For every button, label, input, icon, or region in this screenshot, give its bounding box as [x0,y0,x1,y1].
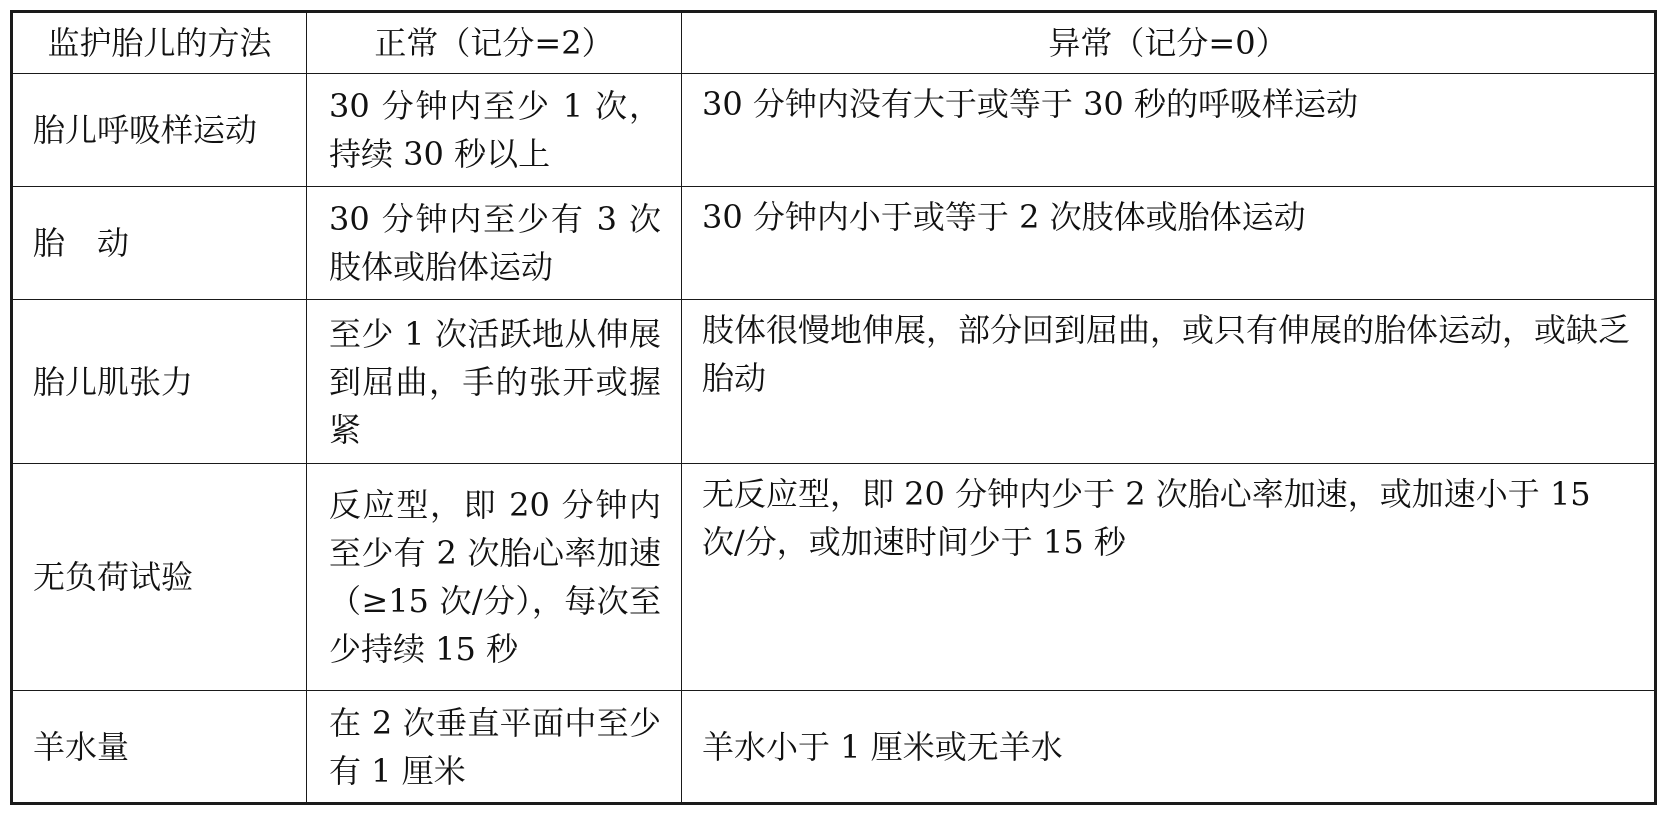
abnormal-cell: 30 分钟内没有大于或等于 30 秒的呼吸样运动 [682,74,1656,187]
abnormal-cell: 30 分钟内小于或等于 2 次肢体或胎体运动 [682,186,1656,299]
method-cell: 胎儿肌张力 [12,299,307,464]
table-row [12,464,1656,691]
normal-cell: 在 2 次垂直平面中至少有 1 厘米 [307,691,682,804]
table-row [12,299,1656,464]
biophysical-profile-table [10,10,1657,805]
table-row [12,186,1656,299]
biophysical-profile-table-container [10,10,1654,805]
table-header-row [12,12,1656,74]
column-header-method: 监护胎儿的方法 [12,12,307,74]
table-row [12,74,1656,187]
normal-cell: 至少 1 次活跃地从伸展到屈曲，手的张开或握紧 [307,299,682,464]
abnormal-cell: 羊水小于 1 厘米或无羊水 [682,691,1656,804]
abnormal-cell: 无反应型，即 20 分钟内少于 2 次胎心率加速，或加速小于 15 次/分，或加速时间少于 15 秒 [682,464,1656,691]
method-cell: 无负荷试验 [12,464,307,691]
table-row [12,691,1656,804]
normal-cell: 30 分钟内至少 1 次，持续 30 秒以上 [307,74,682,187]
column-header-normal: 正常（记分=2） [307,12,682,74]
normal-cell: 30 分钟内至少有 3 次肢体或胎体运动 [307,186,682,299]
column-header-abnormal: 异常（记分=0） [682,12,1656,74]
normal-cell: 反应型，即 20 分钟内至少有 2 次胎心率加速（≥15 次/分），每次至少持续 15 秒 [307,464,682,691]
method-cell: 胎 动 [12,186,307,299]
abnormal-cell: 肢体很慢地伸展，部分回到屈曲，或只有伸展的胎体运动，或缺乏胎动 [682,299,1656,464]
method-cell: 胎儿呼吸样运动 [12,74,307,187]
method-cell: 羊水量 [12,691,307,804]
